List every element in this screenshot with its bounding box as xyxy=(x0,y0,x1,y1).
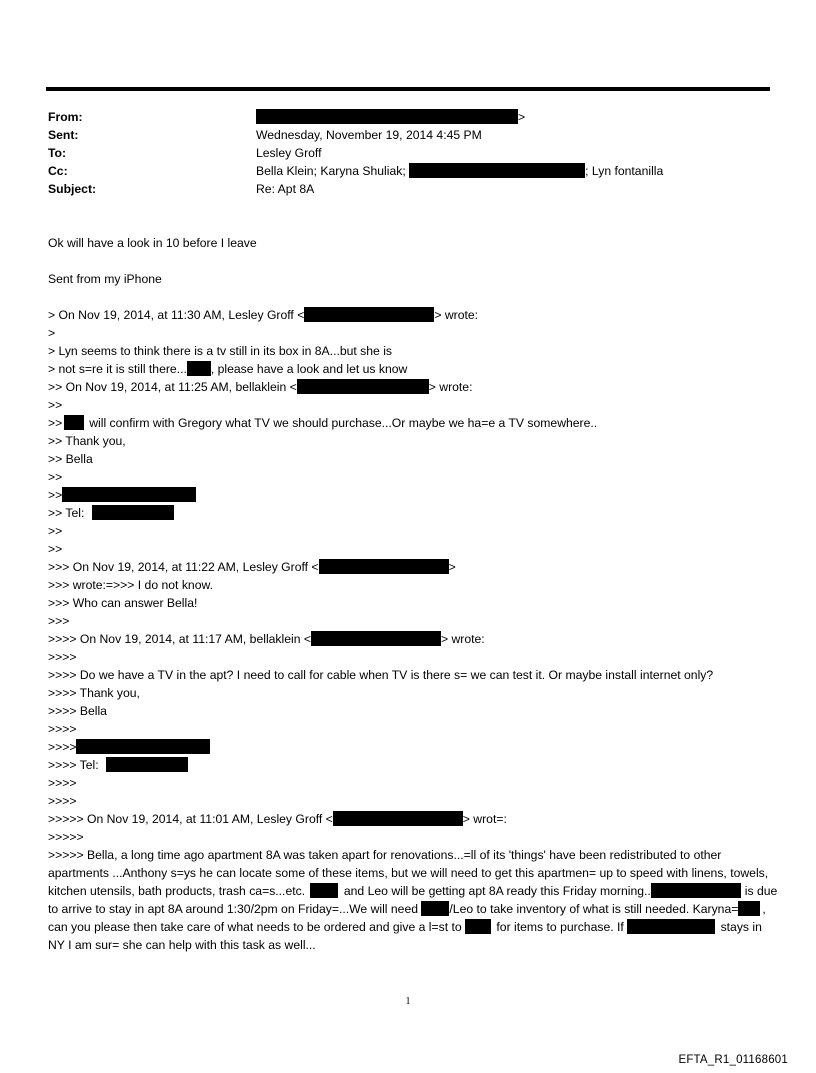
sent-value: Wednesday, November 19, 2014 4:45 PM xyxy=(256,128,482,142)
redaction-block xyxy=(319,559,449,574)
cc-label: Cc: xyxy=(48,164,68,178)
body-line: >> will confirm with Gregory what TV we should purchase...Or maybe we ha=e a TV somewhere.. xyxy=(48,416,598,430)
body-line: >>>>> On Nov 19, 2014, at 11:01 AM, Lesley Groff < > wrot=: xyxy=(48,812,507,826)
body-line: >> xyxy=(48,524,63,538)
document-id: EFTA_R1_01168601 xyxy=(678,1054,788,1066)
subject-row xyxy=(48,180,663,198)
body-line: >> On Nov 19, 2014, at 11:25 AM, bellaklein < > wrote: xyxy=(48,380,473,394)
body-line: >> Thank you, xyxy=(48,434,126,448)
redaction-block xyxy=(187,361,211,376)
body-line: >> Bella xyxy=(48,452,93,466)
body-line: >>>> Bella xyxy=(48,704,107,718)
sent-row xyxy=(48,126,663,144)
body-line: >>>> Tel: xyxy=(48,756,778,774)
body-line: Sent from my iPhone xyxy=(48,272,162,286)
redaction-block xyxy=(64,415,84,430)
body-line: >>>> Do we have a TV in the apt? I need to call for cable when TV is there s= we can test it. Or maybe install internet only? xyxy=(48,668,714,682)
redaction-block xyxy=(311,631,441,646)
body-line: >>>> Thank you, xyxy=(48,686,140,700)
redaction-block xyxy=(333,811,463,826)
to-value: Lesley Groff xyxy=(256,146,322,160)
cc-row xyxy=(48,162,663,180)
body-line: >>>> xyxy=(48,650,77,664)
redaction-block xyxy=(62,487,196,502)
redaction-block xyxy=(465,919,491,934)
redaction-block xyxy=(304,307,434,322)
subject-value: Re: Apt 8A xyxy=(256,182,315,196)
body-line: > On Nov 19, 2014, at 11:30 AM, Lesley Groff < > wrote: xyxy=(48,308,479,322)
to-label: To: xyxy=(48,146,67,160)
cc-value xyxy=(256,162,663,180)
body-line: >> xyxy=(48,486,778,504)
body-line: >>>> xyxy=(48,738,778,756)
body-paragraph: >>>>> Bella, a long time ago apartment 8A was taken apart for renovations...=ll of its 'things' have been redistributed to other apartments ...Anthony s=ys he can locate some of these items, but we will need to get this apartmen= up to speed with linens, towels, kitchen utensils, bath products, trash ca=s...etc. and Leo will be getting apt 8A ready this Friday morning.. is due to arrive to stay in apt 8A around 1:30/2pm on Friday=...We will need /Leo to take inventory of what is still needed. Karyna= , can you please then take care of what needs to be ordered and give a l=st to for items to purchase. If stays in NY I am sur= she can help with this task as well... xyxy=(48,848,778,952)
redaction-block xyxy=(627,919,715,934)
body-line: >>>> xyxy=(48,722,77,736)
redaction-block xyxy=(106,757,188,772)
email-header xyxy=(48,108,663,198)
body-line: > not s=re it is still there... , please have a look and let us know xyxy=(48,362,408,376)
body-line: >>> wrote:=>>> I do not know. xyxy=(48,578,213,592)
subject-label: Subject: xyxy=(48,182,97,196)
body-line: >>> On Nov 19, 2014, at 11:22 AM, Lesley Groff < > xyxy=(48,560,456,574)
body-line: > Lyn seems to think there is a tv still in its box in 8A...but she is xyxy=(48,344,393,358)
redaction-block xyxy=(256,109,518,124)
to-row xyxy=(48,144,663,162)
page-number: 1 xyxy=(405,996,411,1007)
from-label: From: xyxy=(48,110,83,124)
from-suffix: > xyxy=(518,110,526,124)
body-line: >> xyxy=(48,470,63,484)
body-line: >> xyxy=(48,398,63,412)
redaction-block xyxy=(76,739,210,754)
redaction-block xyxy=(738,901,760,916)
cc-names-b: ; Lyn fontanilla xyxy=(585,164,664,178)
body-line: >>>>> xyxy=(48,830,84,844)
body-line: Ok will have a look in 10 before I leave xyxy=(48,236,257,250)
redaction-block xyxy=(310,883,338,898)
body-line: >>> Who can answer Bella! xyxy=(48,596,198,610)
email-body xyxy=(48,234,778,954)
redaction-block xyxy=(92,505,174,520)
redaction-block xyxy=(297,379,429,394)
sent-label: Sent: xyxy=(48,128,79,142)
body-line: >>>> xyxy=(48,794,77,808)
from-value xyxy=(256,108,525,126)
from-row xyxy=(48,108,663,126)
redaction-block xyxy=(409,163,585,178)
body-line: >> Tel: xyxy=(48,504,778,522)
body-line: >>>> On Nov 19, 2014, at 11:17 AM, bellaklein < > wrote: xyxy=(48,632,485,646)
body-line: >>>> xyxy=(48,776,77,790)
body-line: >>> xyxy=(48,614,70,628)
cc-names-a: Bella Klein; Karyna Shuliak; xyxy=(256,164,406,178)
body-line: >> xyxy=(48,542,63,556)
redaction-block xyxy=(651,883,741,898)
redaction-block xyxy=(421,901,449,916)
header-divider xyxy=(46,87,770,91)
body-line: > xyxy=(48,326,56,340)
